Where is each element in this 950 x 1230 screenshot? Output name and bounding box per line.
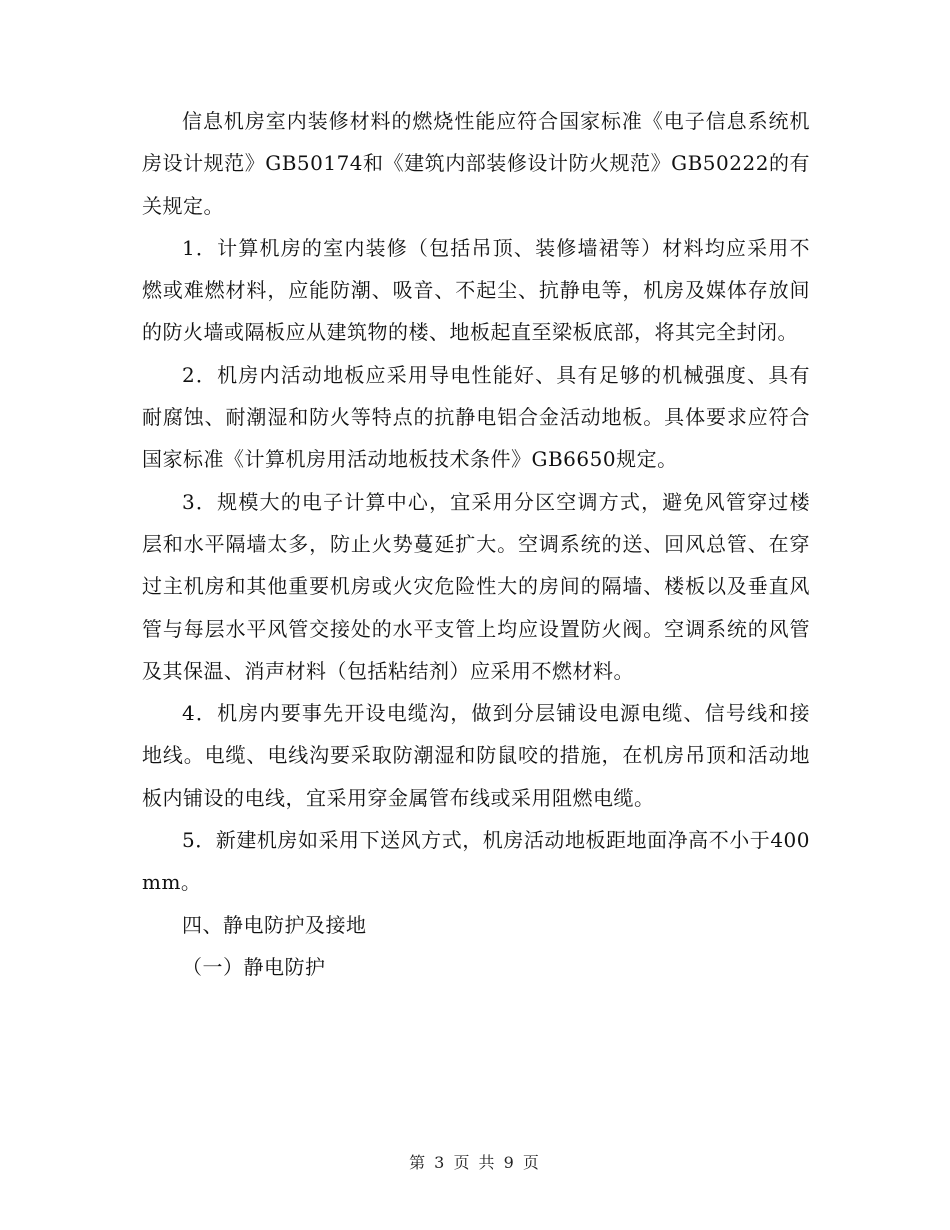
section-heading: 四、静电防护及接地: [182, 912, 367, 937]
paragraph-item-4: 4．机房内要事先开设电缆沟，做到分层铺设电源电缆、信号线和接地线。电缆、电线沟要采取防潮湿和防鼠咬的措施，在机房吊顶和活动地板内铺设的电线，宜采用穿金属管布线或采用阻燃电缆。: [142, 701, 810, 810]
paragraph-item-1: 1．计算机房的室内装修（包括吊顶、装修墙裙等）材料均应采用不燃或难燃材料，应能防潮、吸音、不起尘、抗静电等，机房及媒体存放间的防火墙或隔板应从建筑物的楼、地板起直至梁板底部，将其完全封闭。: [142, 235, 810, 345]
subsection-heading: （一）静电防护: [182, 954, 326, 979]
paragraph-item-5: 5．新建机房如采用下送风方式，机房活动地板距地面净高不小于400mm。: [142, 828, 810, 895]
paragraph-item-2: 2．机房内活动地板应采用导电性能好、具有足够的机械强度、具有耐腐蚀、耐潮湿和防火等特点的抗静电铝合金活动地板。具体要求应符合国家标准《计算机房用活动地板技术条件》GB6650规定。: [142, 362, 810, 472]
document-body: [142, 100, 810, 988]
page-footer: 第 3 页 共 9 页: [409, 1153, 541, 1172]
paragraph-intro: 信息机房室内装修材料的燃烧性能应符合国家标准《电子信息系统机房设计规范》GB50174和《建筑内部装修设计防火规范》GB50222的有关规定。: [142, 109, 810, 218]
paragraph-item-3: 3．规模大的电子计算中心，宜采用分区空调方式，避免风管穿过楼层和水平隔墙太多，防止火势蔓延扩大。空调系统的送、回风总管、在穿过主机房和其他重要机房或火灾危险性大的房间的隔墙、楼板以及垂直风管与每层水平风管交接处的水平支管上均应设置防火阀。空调系统的风管及其保温、消声材料（包括粘结剂）应采用不燃材料。: [142, 489, 810, 683]
